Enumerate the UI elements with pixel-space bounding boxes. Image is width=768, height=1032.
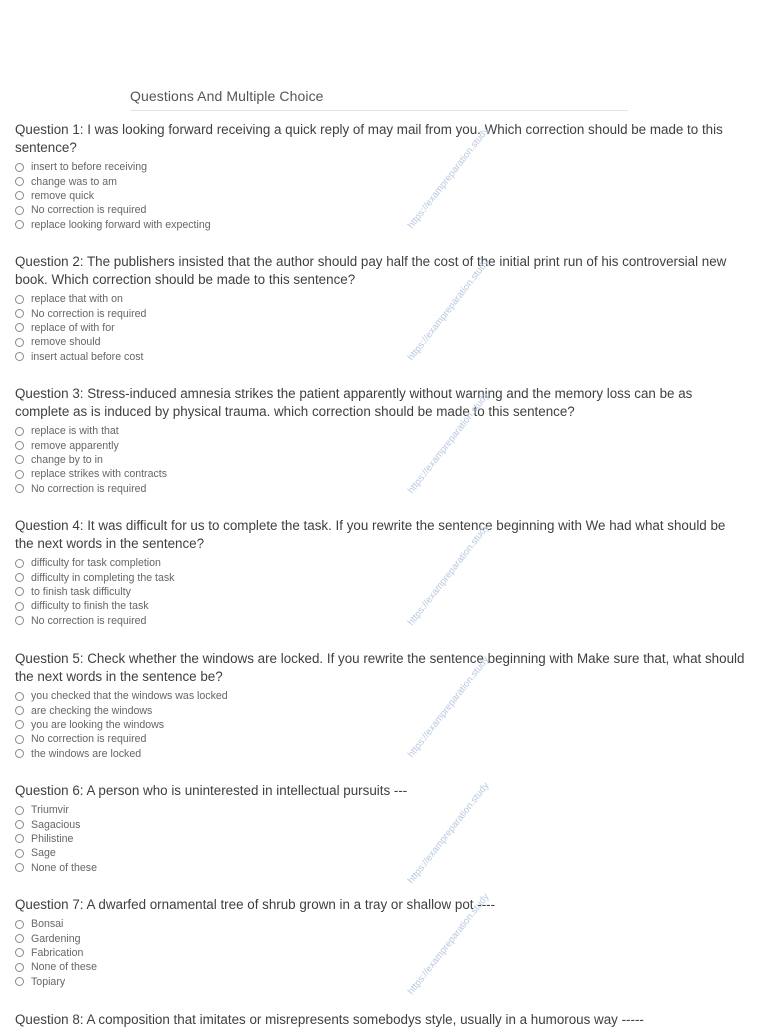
option-2[interactable] bbox=[15, 306, 745, 320]
radio-icon[interactable] bbox=[15, 692, 24, 701]
watermark-text: https://exampreparation.study bbox=[405, 257, 492, 363]
question-4 bbox=[15, 517, 745, 628]
watermark-text: https://exampreparation.study bbox=[405, 780, 492, 886]
options-list bbox=[15, 917, 745, 989]
radio-icon[interactable] bbox=[15, 720, 24, 729]
radio-icon[interactable] bbox=[15, 427, 24, 436]
options-list bbox=[15, 160, 745, 232]
radio-icon[interactable] bbox=[15, 735, 24, 744]
option-label: change by to in bbox=[31, 453, 103, 466]
option-label: No correction is required bbox=[31, 733, 147, 746]
option-label: Fabrication bbox=[31, 946, 84, 959]
radio-icon[interactable] bbox=[15, 963, 24, 972]
option-label: None of these bbox=[31, 861, 97, 874]
option-label: insert actual before cost bbox=[31, 350, 144, 363]
page-title: Questions And Multiple Choice bbox=[130, 88, 324, 104]
question-text: Question 2: The publishers insisted that the author should pay half the cost of the initial print run of his controversial new book. Which correction should be made to this sentence? bbox=[15, 254, 727, 287]
option-1[interactable] bbox=[15, 556, 745, 570]
option-3[interactable] bbox=[15, 453, 745, 467]
options-list bbox=[15, 689, 745, 761]
radio-icon[interactable] bbox=[15, 587, 24, 596]
option-label: you checked that the windows was locked bbox=[31, 690, 228, 703]
option-5[interactable] bbox=[15, 747, 745, 761]
radio-icon[interactable] bbox=[15, 616, 24, 625]
option-label: replace that with on bbox=[31, 293, 123, 306]
question-text: Question 1: I was looking forward receiving a quick reply of may mail from you. Which correction should be made to this sentence? bbox=[15, 122, 723, 155]
option-3[interactable] bbox=[15, 832, 745, 846]
question-8 bbox=[15, 1011, 745, 1032]
radio-icon[interactable] bbox=[15, 849, 24, 858]
watermark-text: https://exampreparation.study bbox=[405, 390, 492, 496]
option-5[interactable] bbox=[15, 482, 745, 496]
options-list bbox=[15, 424, 745, 496]
radio-icon[interactable] bbox=[15, 934, 24, 943]
option-5[interactable] bbox=[15, 861, 745, 875]
option-2[interactable] bbox=[15, 931, 745, 945]
radio-icon[interactable] bbox=[15, 163, 24, 172]
option-label: remove quick bbox=[31, 189, 94, 202]
option-label: remove should bbox=[31, 336, 101, 349]
option-label: Topiary bbox=[31, 975, 66, 988]
option-3[interactable] bbox=[15, 189, 745, 203]
radio-icon[interactable] bbox=[15, 834, 24, 843]
radio-icon[interactable] bbox=[15, 470, 24, 479]
radio-icon[interactable] bbox=[15, 309, 24, 318]
radio-icon[interactable] bbox=[15, 177, 24, 186]
radio-icon[interactable] bbox=[15, 706, 24, 715]
watermark-text: https://exampreparation.study bbox=[405, 125, 492, 231]
option-label: difficulty in completing the task bbox=[31, 571, 175, 584]
option-1[interactable] bbox=[15, 803, 745, 817]
option-2[interactable] bbox=[15, 174, 745, 188]
radio-icon[interactable] bbox=[15, 573, 24, 582]
option-2[interactable] bbox=[15, 703, 745, 717]
radio-icon[interactable] bbox=[15, 948, 24, 957]
option-label: Triumvir bbox=[31, 804, 69, 817]
option-2[interactable] bbox=[15, 817, 745, 831]
question-text: Question 5: Check whether the windows are locked. If you rewrite the sentence beginning with Make sure that, what should the next words in the sentence be? bbox=[15, 651, 745, 684]
option-label: None of these bbox=[31, 961, 97, 974]
radio-icon[interactable] bbox=[15, 602, 24, 611]
radio-icon[interactable] bbox=[15, 920, 24, 929]
option-2[interactable] bbox=[15, 438, 745, 452]
option-4[interactable] bbox=[15, 467, 745, 481]
option-label: difficulty for task completion bbox=[31, 557, 161, 570]
radio-icon[interactable] bbox=[15, 484, 24, 493]
options-list bbox=[15, 556, 745, 628]
option-label: Philistine bbox=[31, 832, 74, 845]
question-text: Question 6: A person who is uninterested in intellectual pursuits --- bbox=[15, 783, 408, 798]
option-label: insert to before receiving bbox=[31, 161, 148, 174]
question-1 bbox=[15, 121, 745, 232]
option-4[interactable] bbox=[15, 203, 745, 217]
radio-icon[interactable] bbox=[15, 323, 24, 332]
option-label: replace strikes with contracts bbox=[31, 468, 168, 481]
option-label: remove apparently bbox=[31, 439, 119, 452]
radio-icon[interactable] bbox=[15, 749, 24, 758]
question-text: Question 3: Stress-induced amnesia strikes the patient apparently without warning and the memory loss can be as complete as is induced by physical trauma. which correction should be made to this sentence? bbox=[15, 386, 693, 419]
option-label: are checking the windows bbox=[31, 704, 153, 717]
options-list bbox=[15, 803, 745, 875]
watermark-text: https://exampreparation.study bbox=[405, 522, 492, 628]
radio-icon[interactable] bbox=[15, 338, 24, 347]
option-label: Sage bbox=[31, 847, 56, 860]
option-label: Bonsai bbox=[31, 918, 64, 931]
radio-icon[interactable] bbox=[15, 191, 24, 200]
question-6 bbox=[15, 782, 745, 875]
option-4[interactable] bbox=[15, 599, 745, 613]
option-label: No correction is required bbox=[31, 204, 147, 217]
option-label: No correction is required bbox=[31, 307, 147, 320]
option-label: to finish task difficulty bbox=[31, 585, 131, 598]
question-7 bbox=[15, 896, 745, 989]
radio-icon[interactable] bbox=[15, 559, 24, 568]
question-text: Question 4: It was difficult for us to complete the task. If you rewrite the sentence beginning with We had what should be the next words in the sentence? bbox=[15, 518, 726, 551]
option-2[interactable] bbox=[15, 570, 745, 584]
option-label: replace looking forward with expecting bbox=[31, 218, 211, 231]
title-divider bbox=[130, 110, 628, 111]
radio-icon[interactable] bbox=[15, 820, 24, 829]
option-3[interactable] bbox=[15, 585, 745, 599]
option-label: change was to am bbox=[31, 175, 117, 188]
option-label: replace of with for bbox=[31, 321, 115, 334]
question-text: Question 8: A composition that imitates or misrepresents somebodys style, usually in a humorous way ----- bbox=[15, 1012, 644, 1027]
radio-icon[interactable] bbox=[15, 352, 24, 361]
option-5[interactable] bbox=[15, 218, 745, 232]
option-3[interactable] bbox=[15, 321, 745, 335]
option-4[interactable] bbox=[15, 732, 745, 746]
watermark-text: https://exampreparation.study bbox=[405, 654, 492, 760]
option-4[interactable] bbox=[15, 846, 745, 860]
option-1[interactable] bbox=[15, 160, 745, 174]
option-label: the windows are locked bbox=[31, 747, 142, 760]
option-label: Sagacious bbox=[31, 818, 81, 831]
question-3 bbox=[15, 385, 745, 496]
radio-icon[interactable] bbox=[15, 455, 24, 464]
option-4[interactable] bbox=[15, 335, 745, 349]
radio-icon[interactable] bbox=[15, 441, 24, 450]
radio-icon[interactable] bbox=[15, 295, 24, 304]
option-5[interactable] bbox=[15, 350, 745, 364]
radio-icon[interactable] bbox=[15, 806, 24, 815]
options-list bbox=[15, 292, 745, 364]
option-1[interactable] bbox=[15, 689, 745, 703]
question-2 bbox=[15, 253, 745, 364]
option-5[interactable] bbox=[15, 614, 745, 628]
question-5 bbox=[15, 650, 745, 761]
option-5[interactable] bbox=[15, 975, 745, 989]
radio-icon[interactable] bbox=[15, 206, 24, 215]
radio-icon[interactable] bbox=[15, 863, 24, 872]
option-3[interactable] bbox=[15, 946, 745, 960]
option-1[interactable] bbox=[15, 424, 745, 438]
option-label: difficulty to finish the task bbox=[31, 600, 149, 613]
radio-icon[interactable] bbox=[15, 977, 24, 986]
option-label: No correction is required bbox=[31, 482, 147, 495]
option-label: you are looking the windows bbox=[31, 718, 165, 731]
question-text: Question 7: A dwarfed ornamental tree of shrub grown in a tray or shallow pot ---- bbox=[15, 897, 496, 912]
watermark-text: https://exampreparation.study bbox=[405, 891, 492, 997]
option-label: Gardening bbox=[31, 932, 81, 945]
option-3[interactable] bbox=[15, 718, 745, 732]
option-label: replace is with that bbox=[31, 425, 119, 438]
option-label: No correction is required bbox=[31, 614, 147, 627]
radio-icon[interactable] bbox=[15, 220, 24, 229]
option-1[interactable] bbox=[15, 917, 745, 931]
option-1[interactable] bbox=[15, 292, 745, 306]
option-4[interactable] bbox=[15, 960, 745, 974]
